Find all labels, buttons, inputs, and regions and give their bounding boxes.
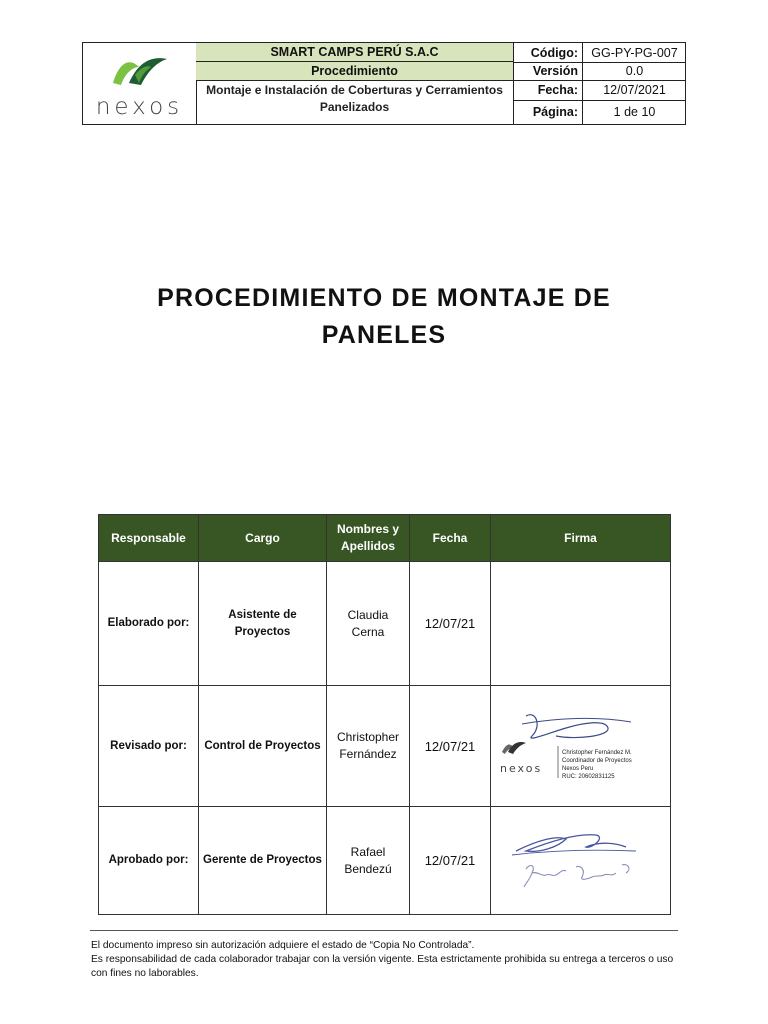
table-header-row xyxy=(99,515,671,562)
title-line: PROCEDIMIENTO DE MONTAJE DE xyxy=(157,284,611,312)
field-label: Fecha: xyxy=(513,80,583,100)
footer-line: El documento impreso sin autorización adquiere el estado de “Copia No Controlada”. xyxy=(91,940,475,951)
signature-stamp xyxy=(496,706,666,786)
logo-text: nexos xyxy=(95,94,184,120)
date-cell: 12/07/21 xyxy=(410,562,491,686)
stamp-logo-text: nexos xyxy=(499,762,542,775)
table-row xyxy=(99,686,671,807)
field-value: 1 de 10 xyxy=(613,105,656,119)
cargo-cell: Gerente de Proyectos xyxy=(199,807,327,915)
signature-cell xyxy=(491,807,671,915)
cargo-cell: Control de Proyectos xyxy=(199,686,327,807)
field-label: Versión xyxy=(513,62,583,80)
table-row xyxy=(99,562,671,686)
footer-line: Es responsabilidad de cada colaborador trabajar con la versión vigente. Esta estrictamente prohibida su entrega a terceros o uso con fines no laborables. xyxy=(91,954,674,979)
field-date xyxy=(513,80,685,101)
field-label: Código: xyxy=(513,43,583,62)
logo-cell xyxy=(83,43,197,124)
column-header: Nombres y Apellidos xyxy=(327,515,410,562)
field-value: 12/07/2021 xyxy=(603,83,666,97)
stamp-line: Coordinador de Proyectos xyxy=(561,758,632,764)
signature-cell xyxy=(491,686,671,807)
signature-cell xyxy=(491,562,671,686)
field-label: Página: xyxy=(513,100,583,124)
document-header xyxy=(82,42,686,125)
responsable-cell: Aprobado por: xyxy=(99,807,199,915)
document-subject: Montaje e Instalación de Coberturas y Cerramientos Panelizados xyxy=(206,83,503,114)
field-code xyxy=(513,43,685,63)
column-header: Responsable xyxy=(99,515,199,562)
name-cell: Rafael Bendezú xyxy=(327,807,410,915)
company-name: SMART CAMPS PERÚ S.A.C xyxy=(196,43,513,62)
column-header: Firma xyxy=(491,515,671,562)
column-header: Cargo xyxy=(199,515,327,562)
date-cell: 12/07/21 xyxy=(410,807,491,915)
field-value: GG-PY-PG-007 xyxy=(591,45,678,60)
responsable-cell: Elaborado por: xyxy=(99,562,199,686)
name-cell: Claudia Cerna xyxy=(327,562,410,686)
stamp-line: Nexos Peru xyxy=(561,766,593,772)
nexos-logo-icon xyxy=(111,53,169,89)
name-cell: Christopher Fernández xyxy=(327,686,410,807)
page-title xyxy=(80,280,688,354)
field-value: 0.0 xyxy=(625,64,644,78)
table-row xyxy=(99,807,671,915)
cargo-cell: Asistente de Proyectos xyxy=(199,562,327,686)
stamp-line: Christopher Fernández M. xyxy=(561,750,632,756)
header-fields xyxy=(513,43,685,124)
responsable-cell: Revisado por: xyxy=(99,686,199,807)
header-middle xyxy=(196,43,514,124)
field-version xyxy=(513,62,685,81)
approval-table xyxy=(98,514,671,915)
footer-divider xyxy=(90,930,678,931)
signature-image xyxy=(496,821,666,901)
date-cell: 12/07/21 xyxy=(410,686,491,807)
title-line: PANELES xyxy=(321,321,447,349)
footer-notice xyxy=(91,939,691,981)
signature-image xyxy=(496,706,666,786)
field-page xyxy=(513,100,685,124)
column-header: Fecha xyxy=(410,515,491,562)
stamp-line: RUC: 20602831125 xyxy=(561,774,615,780)
document-type: Procedimiento xyxy=(196,62,513,81)
